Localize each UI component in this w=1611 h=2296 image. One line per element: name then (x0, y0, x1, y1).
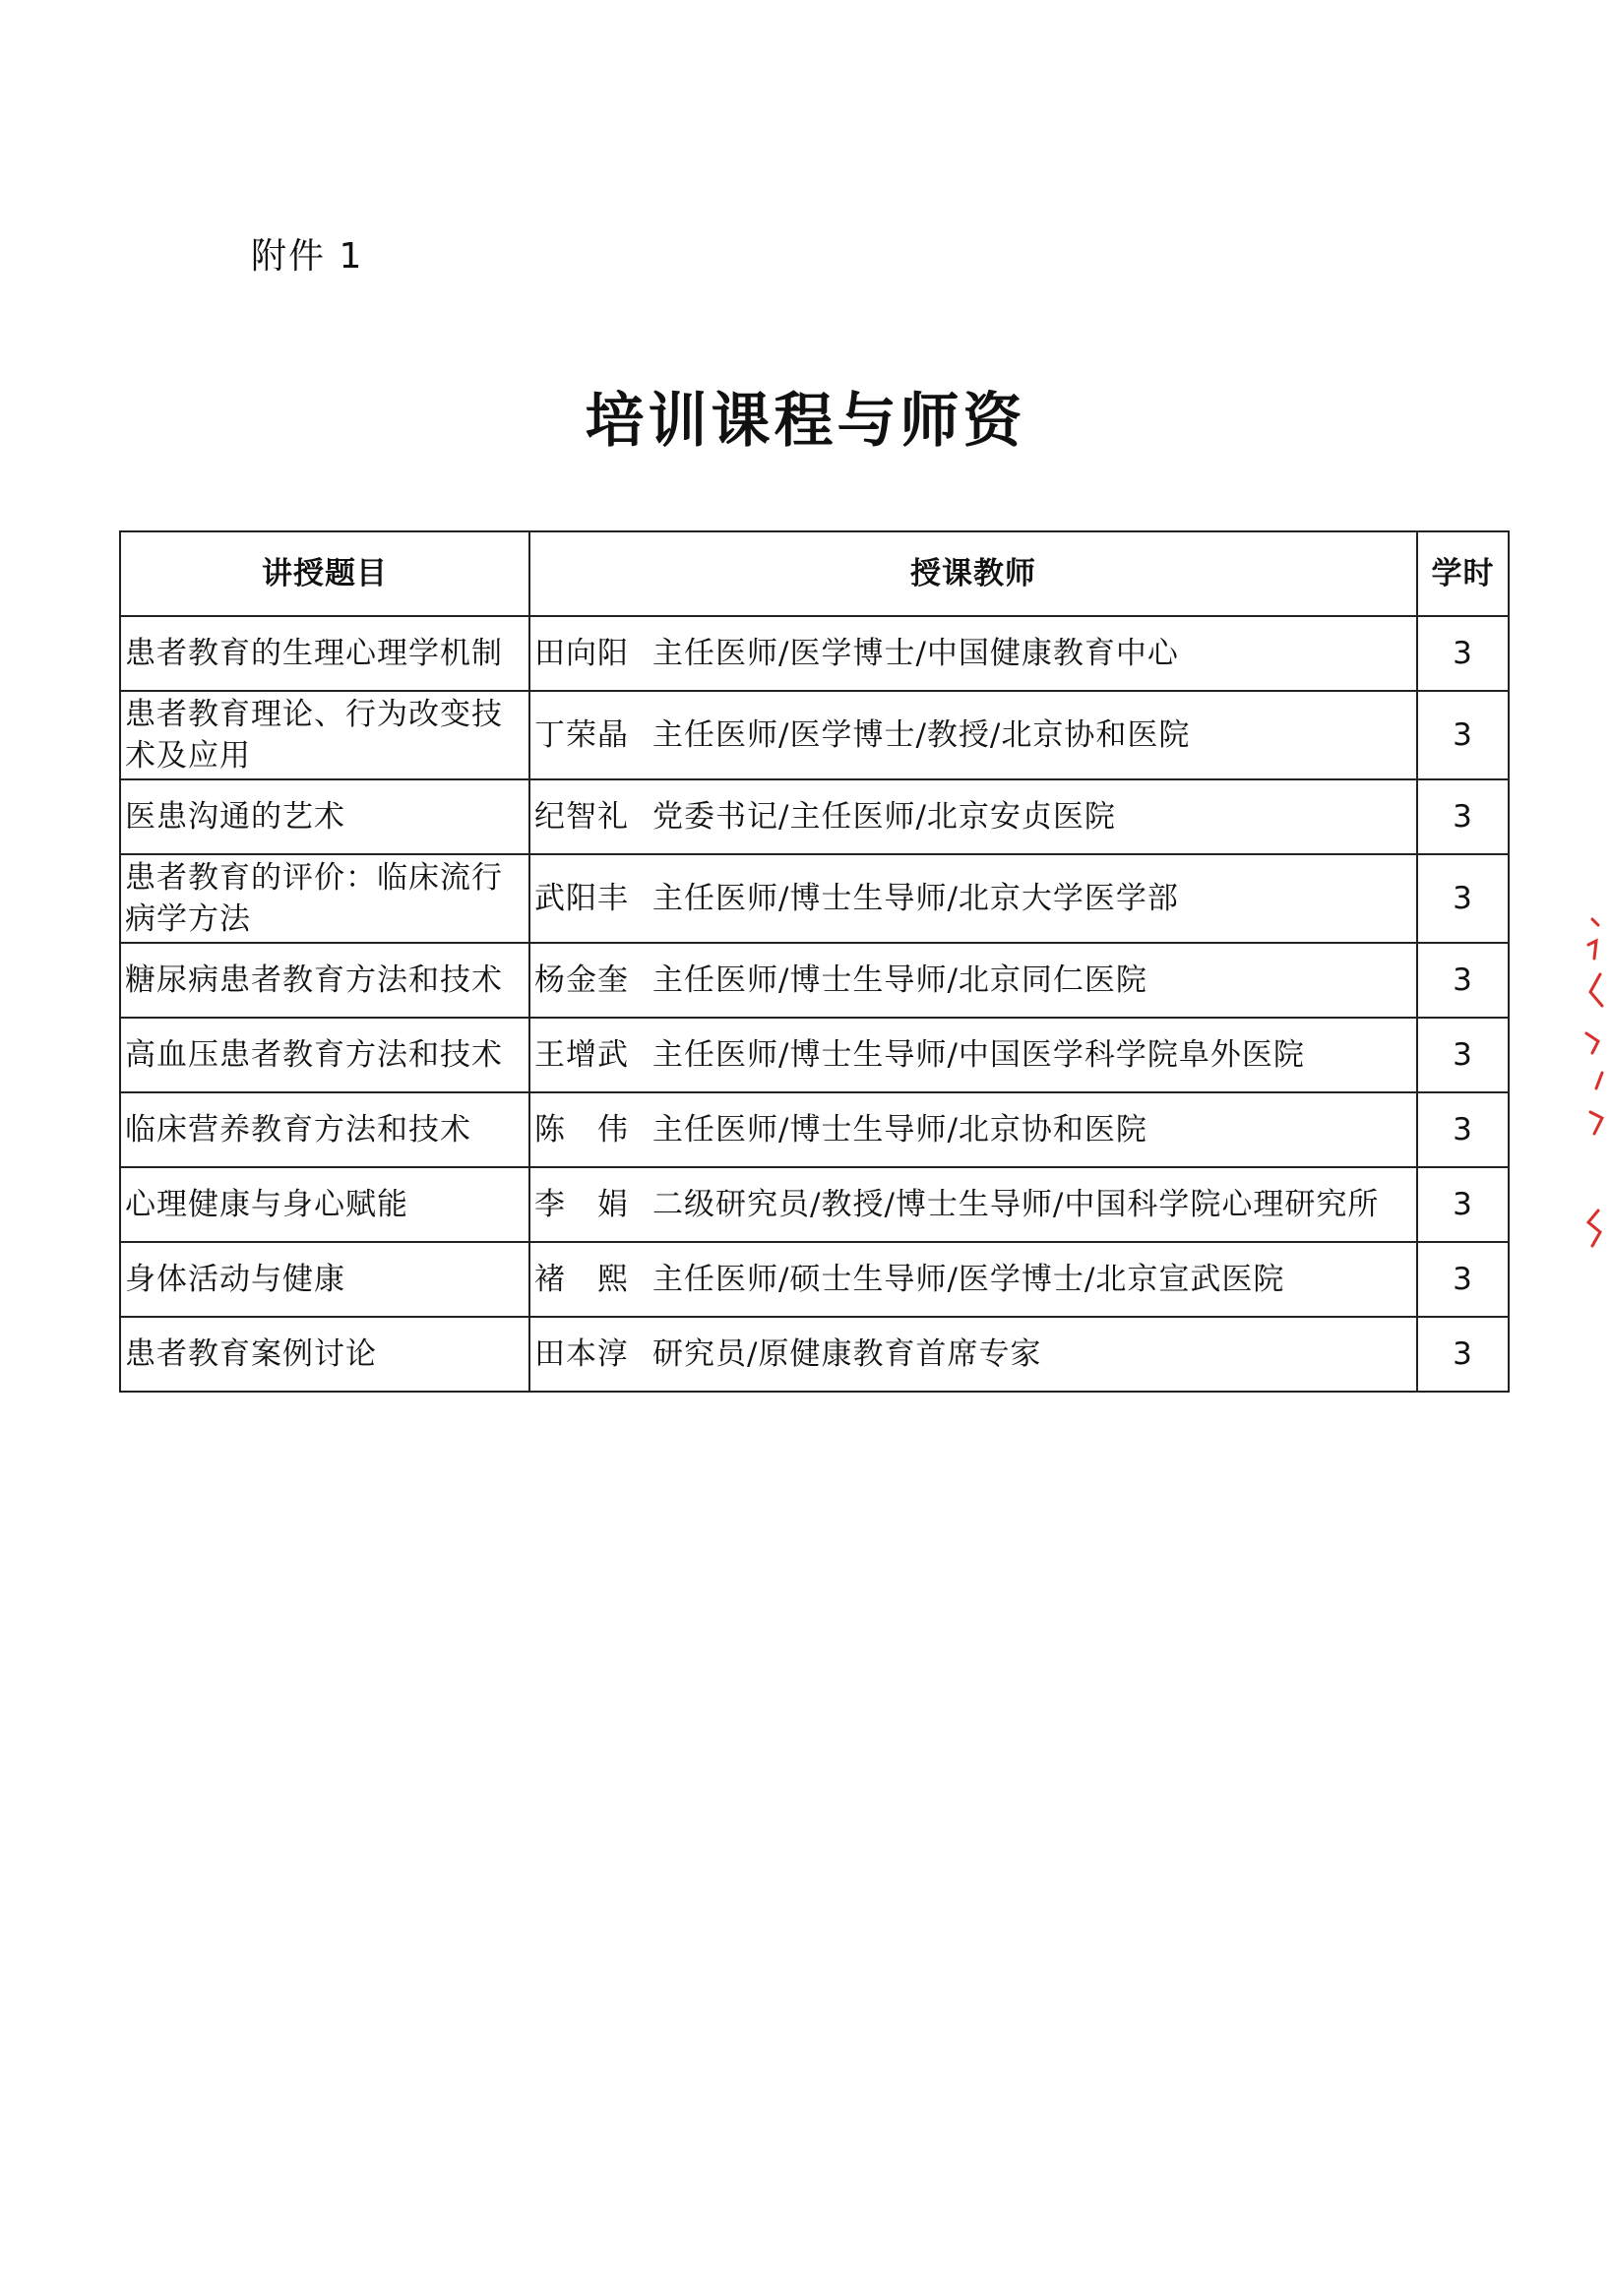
teacher-title: 党委书记/主任医师/北京安贞医院 (652, 799, 1116, 835)
table-header-row (120, 531, 1509, 616)
teacher-title: 主任医师/医学博士/教授/北京协和医院 (652, 717, 1191, 753)
course-topic: 患者教育案例讨论 (120, 1317, 529, 1392)
course-teacher (529, 691, 1417, 779)
course-hours: 3 (1417, 1092, 1509, 1167)
course-teacher (529, 854, 1417, 943)
teacher-title: 主任医师/博士生导师/北京大学医学部 (652, 881, 1179, 916)
teacher-name: 李 娟 (534, 1187, 629, 1222)
teacher-title: 主任医师/硕士生导师/医学博士/北京宣武医院 (652, 1262, 1285, 1297)
teacher-name: 田本淳 (534, 1336, 629, 1372)
course-teacher (529, 1317, 1417, 1392)
teacher-name: 杨金奎 (534, 962, 629, 998)
course-teacher (529, 616, 1417, 691)
course-hours: 3 (1417, 616, 1509, 691)
course-topic: 患者教育的评价：临床流行病学方法 (120, 854, 529, 943)
course-teacher (529, 779, 1417, 854)
table-row (120, 1018, 1509, 1092)
course-table-body (120, 616, 1509, 1392)
table-row (120, 691, 1509, 779)
course-hours: 3 (1417, 1018, 1509, 1092)
course-topic: 身体活动与健康 (120, 1242, 529, 1317)
teacher-name: 纪智礼 (534, 799, 629, 835)
teacher-title: 主任医师/博士生导师/北京同仁医院 (652, 962, 1147, 998)
course-hours: 3 (1417, 1317, 1509, 1392)
teacher-title: 主任医师/博士生导师/中国医学科学院阜外医院 (652, 1037, 1305, 1073)
table-row (120, 1167, 1509, 1242)
course-hours: 3 (1417, 1242, 1509, 1317)
teacher-name: 田向阳 (534, 636, 629, 671)
teacher-name: 王增武 (534, 1037, 629, 1073)
table-row (120, 854, 1509, 943)
course-topic: 患者教育理论、行为改变技术及应用 (120, 691, 529, 779)
table-row (120, 1317, 1509, 1392)
attachment-label: 附件 1 (251, 236, 364, 277)
table-row (120, 1242, 1509, 1317)
teacher-title: 主任医师/博士生导师/北京协和医院 (652, 1112, 1147, 1148)
course-teacher (529, 1018, 1417, 1092)
course-hours: 3 (1417, 1167, 1509, 1242)
table-row (120, 779, 1509, 854)
teacher-name: 武阳丰 (534, 881, 629, 916)
table-row (120, 1092, 1509, 1167)
document-title: 培训课程与师资 (585, 387, 1026, 456)
header-teacher: 授课教师 (529, 531, 1417, 616)
course-topic: 高血压患者教育方法和技术 (120, 1018, 529, 1092)
course-topic: 心理健康与身心赋能 (120, 1167, 529, 1242)
course-topic: 临床营养教育方法和技术 (120, 1092, 529, 1167)
teacher-name: 陈 伟 (534, 1112, 629, 1148)
teacher-name: 丁荣晶 (534, 717, 629, 753)
course-teacher (529, 943, 1417, 1018)
course-hours: 3 (1417, 691, 1509, 779)
course-topic: 患者教育的生理心理学机制 (120, 616, 529, 691)
red-stamp-fragment (1582, 915, 1608, 1260)
course-teacher (529, 1242, 1417, 1317)
course-topic: 糖尿病患者教育方法和技术 (120, 943, 529, 1018)
teacher-title: 主任医师/医学博士/中国健康教育中心 (652, 636, 1179, 671)
course-hours: 3 (1417, 779, 1509, 854)
table-row (120, 943, 1509, 1018)
table-row (120, 616, 1509, 691)
teacher-name: 褚 熙 (534, 1262, 629, 1297)
header-hours: 学时 (1417, 531, 1509, 616)
course-teacher (529, 1092, 1417, 1167)
course-hours: 3 (1417, 854, 1509, 943)
teacher-title: 二级研究员/教授/博士生导师/中国科学院心理研究所 (652, 1187, 1380, 1222)
course-teacher (529, 1167, 1417, 1242)
teacher-title: 研究员/原健康教育首席专家 (652, 1336, 1042, 1372)
course-table (119, 530, 1510, 1393)
header-topic: 讲授题目 (120, 531, 529, 616)
course-topic: 医患沟通的艺术 (120, 779, 529, 854)
course-hours: 3 (1417, 943, 1509, 1018)
